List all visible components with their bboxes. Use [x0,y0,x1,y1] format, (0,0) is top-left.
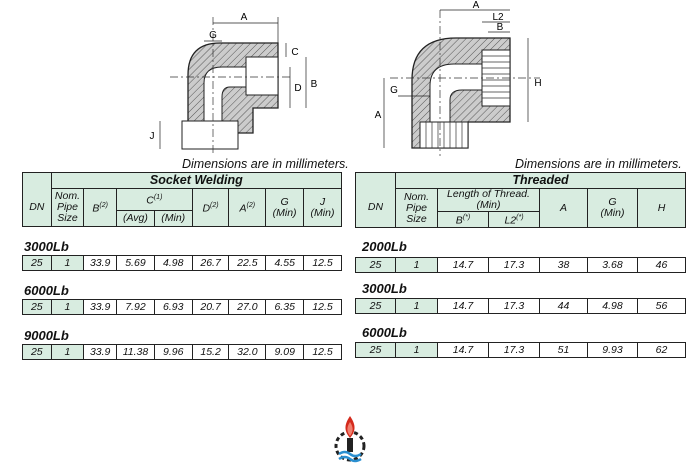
threaded-nom-line2: Pipe [405,201,427,214]
socket-row-9000 [22,344,342,360]
socket-row-3000 [22,255,342,271]
table-cell: 17.3 [489,299,540,314]
table-cell: 1 [51,300,84,315]
threaded-col-dn: DN [356,189,396,228]
socket-nom-line2: Pipe [56,201,78,213]
socket-class-label: 6000Lb [24,283,69,298]
table-cell: 9.96 [154,345,192,360]
socket-class-label: 3000Lb [24,239,69,254]
socket-col-dn: DN [23,189,52,227]
threaded-row-6000 [355,342,686,358]
socket-j-label: J [319,195,326,208]
right-dim-h: H [534,78,542,89]
socket-col-c [117,189,193,211]
table-cell: 6.35 [266,300,304,315]
socket-d-label: D [202,202,211,215]
table-cell: 1 [51,345,84,360]
threaded-col-l2 [489,212,540,228]
right-dim-b: B [496,22,504,33]
threaded-nom-line1: Nom. [403,190,430,203]
table-cell: 9.09 [266,345,304,360]
left-dim-d: D [294,83,302,94]
table-cell: 3.68 [588,258,638,273]
socket-nom-line3: Size [57,212,78,224]
threaded-class-label: 3000Lb [362,281,407,296]
socket-col-a [229,189,266,227]
threaded-l2-sup: (*) [516,214,524,222]
table-cell: 14.7 [438,258,489,273]
threaded-b-sup: (*) [462,214,471,222]
threaded-col-g [588,189,638,228]
threaded-col-length [438,189,540,212]
threaded-class-label: 2000Lb [362,239,407,254]
socket-class-label: 9000Lb [24,328,69,343]
threaded-b-label: B [455,214,463,227]
threaded-g-label: G [608,196,617,208]
threaded-header [355,172,686,228]
table-cell: 27.0 [229,300,266,315]
table-cell: 20.7 [192,300,229,315]
socket-row-6000 [22,299,342,315]
dimensions-note-left: Dimensions are in millimeters. [182,157,349,171]
table-cell: 4.98 [588,299,638,314]
socket-col-j [304,189,342,227]
socket-col-g [266,189,304,227]
table-cell: 25 [356,258,396,273]
table-cell: 14.7 [438,343,489,358]
table-cell: 25 [23,345,52,360]
threaded-col-h: H [638,189,686,228]
threaded-nom-line3: Size [406,212,427,225]
threaded-col-b [438,212,489,228]
table-cell: 33.9 [84,256,117,271]
threaded-row-3000 [355,298,686,314]
right-dim-l2: L2 [492,12,504,23]
socket-d-sup: (2) [210,202,219,210]
socket-col-d [192,189,229,227]
threaded-length-label: Length of Thread. [447,188,530,200]
threaded-g-min: (Min) [600,207,625,219]
right-dim-a-left: A [374,110,382,121]
table-cell: 11.38 [117,345,155,360]
threaded-elbow-drawing [370,0,570,158]
table-cell: 12.5 [304,345,342,360]
table-cell: 1 [396,299,438,314]
table-cell: 4.98 [154,256,192,271]
table-cell: 22.5 [229,256,266,271]
table-cell: 1 [51,256,84,271]
socket-c-avg: (Avg) [117,211,155,227]
threaded-class-label: 6000Lb [362,325,407,340]
table-cell: 32.0 [229,345,266,360]
threaded-length-unit: (Min) [476,199,501,211]
table-cell: 56 [638,299,686,314]
socket-j-min: (Min) [310,206,335,219]
threaded-col-nom [396,189,438,228]
table-cell: 25 [23,256,52,271]
socket-a-sup: (2) [246,202,256,210]
torch-gear-logo-icon [325,408,375,464]
socket-c-min: (Min) [154,211,192,227]
socket-g-min: (Min) [272,206,297,219]
left-dim-j: J [149,131,155,142]
table-cell: 44 [540,299,588,314]
table-cell: 25 [356,299,396,314]
table-cell: 4.55 [266,256,304,271]
table-cell: 46 [638,258,686,273]
threaded-title: Threaded [396,173,686,189]
right-dim-g: G [390,85,398,96]
table-cell: 51 [540,343,588,358]
table-cell: 12.5 [304,300,342,315]
table-cell: 14.7 [438,299,489,314]
socket-b-sup: (2) [99,202,108,210]
socket-nom-line1: Nom. [54,190,80,202]
socket-b-label: B [92,202,100,215]
table-cell: 62 [638,343,686,358]
socket-c-label: C [146,194,154,207]
table-cell: 38 [540,258,588,273]
table-cell: 5.69 [117,256,155,271]
socket-c-sup: (1) [153,194,163,202]
socket-weld-elbow-drawing [140,5,340,155]
socket-g-label: G [280,195,289,208]
threaded-l2-label: L2 [504,214,517,227]
table-cell: 17.3 [489,343,540,358]
table-cell: 33.9 [84,345,117,360]
table-cell: 25 [23,300,52,315]
table-cell: 26.7 [192,256,229,271]
table-cell: 12.5 [304,256,342,271]
threaded-row-2000 [355,257,686,273]
dimensions-note-right: Dimensions are in millimeters. [515,157,682,171]
left-dim-c: C [291,47,299,58]
table-cell: 25 [356,343,396,358]
left-dim-b: B [310,79,318,90]
table-cell: 1 [396,258,438,273]
left-dim-a: A [240,12,248,23]
table-cell: 15.2 [192,345,229,360]
socket-a-label: A [239,202,247,215]
table-cell: 33.9 [84,300,117,315]
socket-col-nom [51,189,84,227]
right-dim-a-top: A [472,0,480,11]
socket-welding-title: Socket Welding [51,173,341,189]
table-cell: 7.92 [117,300,155,315]
threaded-col-a: A [540,189,588,228]
table-cell: 17.3 [489,258,540,273]
table-cell: 1 [396,343,438,358]
table-cell: 6.93 [154,300,192,315]
table-cell: 9.93 [588,343,638,358]
left-dim-g: G [209,30,217,41]
socket-welding-header [22,172,342,227]
socket-col-b [84,189,117,227]
